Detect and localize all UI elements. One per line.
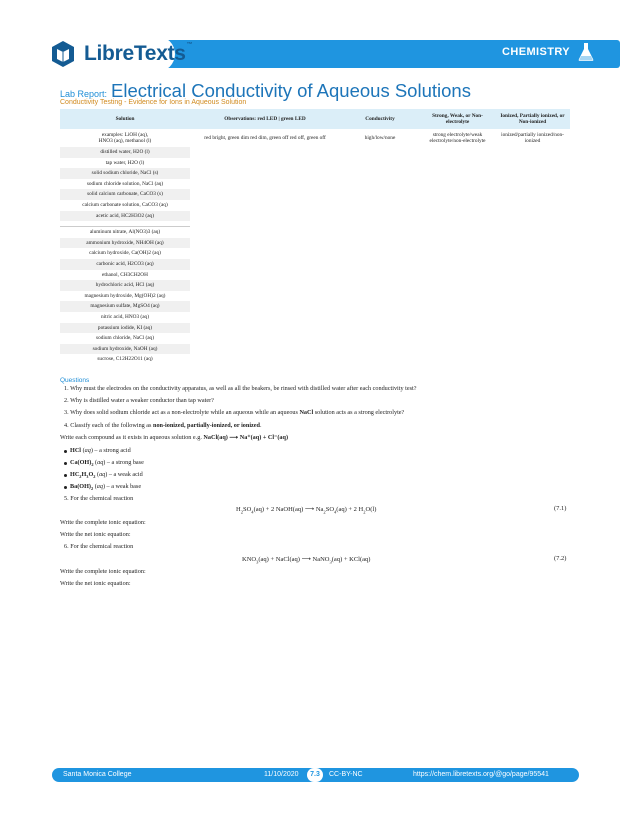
- flask-icon: [578, 42, 594, 62]
- table-row: [60, 301, 570, 312]
- solution-cell: magnesium sulfate, MgSO4 (aq): [60, 301, 190, 312]
- conductivity-cell[interactable]: [340, 280, 420, 291]
- ionized-cell[interactable]: [495, 211, 570, 222]
- col-conductivity: Conductivity: [340, 109, 420, 129]
- electrolyte-cell[interactable]: [420, 354, 495, 365]
- table-row: [60, 200, 570, 211]
- bullet-icon: [64, 450, 67, 453]
- electrolyte-cell[interactable]: [420, 189, 495, 200]
- conductivity-cell[interactable]: [340, 259, 420, 270]
- ionized-cell[interactable]: [495, 200, 570, 211]
- ionized-cell[interactable]: [495, 344, 570, 355]
- electrolyte-cell[interactable]: [420, 270, 495, 281]
- col-solution: Solution: [60, 109, 190, 129]
- equation-number: (7.2): [554, 555, 567, 562]
- solution-cell: hydrochloric acid, HCl (aq): [60, 280, 190, 291]
- observations-cell[interactable]: [190, 301, 340, 312]
- electrolyte-cell[interactable]: [420, 280, 495, 291]
- page-subtitle: Conductivity Testing - Evidence for Ions in Aqueous Solution: [60, 99, 247, 106]
- question-5: 5. For the chemical reaction: [64, 495, 134, 502]
- complete-ionic-prompt: Write the complete ionic equation:: [60, 568, 146, 575]
- observations-cell[interactable]: [190, 248, 340, 259]
- observations-cell[interactable]: [190, 227, 340, 238]
- ionized-cell[interactable]: [495, 280, 570, 291]
- observations-cell[interactable]: [190, 189, 340, 200]
- conductivity-table: [60, 109, 570, 365]
- question-4: 4. Classify each of the following as non-ionized, partially-ionized, or ionized.: [64, 422, 262, 429]
- bullet-icon: [64, 462, 67, 465]
- example-observations: red bright, green dim red dim, green off red off, green off: [204, 134, 326, 141]
- table-row: [60, 179, 570, 190]
- ionized-cell[interactable]: [495, 323, 570, 334]
- page-footer: [52, 768, 579, 782]
- conductivity-cell[interactable]: [340, 248, 420, 259]
- table-row: [60, 270, 570, 281]
- electrolyte-cell[interactable]: [420, 323, 495, 334]
- electrolyte-cell[interactable]: [420, 344, 495, 355]
- electrolyte-cell[interactable]: [420, 259, 495, 270]
- table-row: [60, 259, 570, 270]
- electrolyte-cell[interactable]: [420, 227, 495, 238]
- table-row: [60, 147, 570, 158]
- solution-cell: tap water, H2O (l): [105, 159, 145, 166]
- conductivity-cell[interactable]: [340, 158, 420, 169]
- observations-cell[interactable]: [190, 168, 340, 179]
- footer-college: Santa Monica College: [63, 771, 132, 778]
- col-ionized: Ionized, Partially ionized, or Non-ionized: [495, 109, 570, 129]
- question-1: 1. Why must the electrodes on the conductivity apparatus, as well as all the beakers, be rinsed with distilled water after each conductivity test?: [64, 385, 417, 392]
- conductivity-cell[interactable]: [340, 323, 420, 334]
- solution-cell: ammonium hydroxide, NH4OH (aq): [60, 238, 190, 249]
- equation-7-2: $KNO_3(aq)$ + NaCl(aq) ⟶ NaNO$_3$(aq) + KCl(aq): [242, 556, 371, 565]
- bullet-icon: [64, 474, 67, 477]
- table-row: [60, 158, 570, 169]
- ionized-cell[interactable]: [495, 312, 570, 323]
- conductivity-cell[interactable]: [340, 270, 420, 281]
- conductivity-cell[interactable]: [340, 333, 420, 344]
- table-row: [60, 312, 570, 323]
- footer-license[interactable]: CC-BY-NC: [329, 771, 363, 778]
- observations-cell[interactable]: [190, 354, 340, 365]
- solution-cell: solid sodium chloride, NaCl (s): [60, 168, 190, 179]
- libretexts-logo[interactable]: [48, 38, 248, 70]
- net-ionic-prompt: Write the net ionic equation:: [60, 531, 131, 538]
- table-row: [60, 211, 570, 222]
- electrolyte-cell[interactable]: [420, 301, 495, 312]
- ionized-cell[interactable]: [495, 259, 570, 270]
- table-row: [60, 189, 570, 200]
- conductivity-cell[interactable]: [340, 179, 420, 190]
- solution-cell: sodium chloride, NaCl (aq): [96, 335, 154, 342]
- conductivity-cell[interactable]: [340, 147, 420, 158]
- col-electrolyte: Strong, Weak, or Non-electrolyte: [420, 109, 495, 129]
- observations-cell[interactable]: [190, 312, 340, 323]
- ionized-cell[interactable]: [495, 238, 570, 249]
- electrolyte-cell[interactable]: [420, 200, 495, 211]
- electrolyte-cell[interactable]: [420, 291, 495, 302]
- ionized-cell[interactable]: [495, 179, 570, 190]
- solution-cell: ethanol, CH3CH2OH: [102, 271, 148, 278]
- col-observations: Observations: red LED | green LED: [190, 109, 340, 129]
- conductivity-cell[interactable]: [340, 189, 420, 200]
- bullet-icon: [64, 486, 67, 489]
- electrolyte-cell[interactable]: [420, 147, 495, 158]
- example-conductivity: high/low/none: [364, 134, 396, 141]
- conductivity-cell[interactable]: [340, 211, 420, 222]
- ionized-cell[interactable]: [495, 333, 570, 344]
- solution-cell: sucrose, C12H22O11 (aq): [97, 356, 153, 363]
- ionized-cell[interactable]: [495, 227, 570, 238]
- bullet-hcl: HCl (aq) – a strong acid: [70, 447, 131, 454]
- electrolyte-cell[interactable]: [420, 238, 495, 249]
- observations-cell[interactable]: [190, 291, 340, 302]
- ionized-cell[interactable]: [495, 354, 570, 365]
- observations-cell[interactable]: [190, 200, 340, 211]
- table-row: [60, 168, 570, 179]
- observations-cell[interactable]: [190, 344, 340, 355]
- table-row: [60, 280, 570, 291]
- ionized-cell[interactable]: [495, 158, 570, 169]
- solution-cell: sodium chloride solution, NaCl (aq): [86, 180, 164, 187]
- equation-7-1: $H_2SO_4(aq) + 2$ NaOH(aq) ⟶ $Na_2SO_4(aq) + 2$ $H_2O(l)$: [236, 506, 377, 515]
- table-row-example: [60, 129, 570, 147]
- title-text: Electrical Conductivity of Aqueous Solutions: [111, 80, 471, 101]
- observations-cell[interactable]: [190, 333, 340, 344]
- question-2: 2. Why is distilled water a weaker conductor than tap water?: [64, 397, 214, 404]
- lab-report-label: Lab Report:: [60, 89, 108, 99]
- electrolyte-cell[interactable]: [420, 211, 495, 222]
- observations-cell[interactable]: [190, 147, 340, 158]
- electrolyte-cell[interactable]: [420, 312, 495, 323]
- electrolyte-cell[interactable]: [420, 179, 495, 190]
- solution-cell: carbonic acid, H2CO3 (aq): [60, 259, 190, 270]
- solution-cell: sodium hydroxide, NaOH (aq): [60, 344, 190, 355]
- observations-cell[interactable]: [190, 280, 340, 291]
- solution-cell: calcium carbonate solution, CaCO3 (aq): [82, 202, 168, 209]
- logo-text: LibreTexts™: [84, 42, 193, 65]
- footer-url-link[interactable]: https://chem.libretexts.org/@go/page/95541: [413, 771, 549, 778]
- conductivity-cell[interactable]: [340, 291, 420, 302]
- example-ionized: ionized/partially ionized/non-ionized: [501, 131, 564, 144]
- bullet-hc2h3o2: $HC_2H_3O_2$ (aq) – a weak acid: [70, 471, 143, 480]
- solution-cell: aluminum nitrate, Al(NO3)3 (aq): [89, 229, 161, 236]
- table-row: [60, 323, 570, 334]
- table-row: [60, 227, 570, 238]
- conductivity-cell[interactable]: [340, 301, 420, 312]
- observations-cell[interactable]: [190, 323, 340, 334]
- observations-cell[interactable]: [190, 179, 340, 190]
- question-3: 3. Why does solid sodium chloride act as a non-electrolyte while an aqueous while an aqueous NaCl solution acts as a strong electrolyte?: [64, 409, 405, 416]
- question-6: 6. For the chemical reaction: [64, 543, 134, 550]
- example-solution: examples: LiOH (aq), HNO3 (aq), methanol (l): [98, 131, 152, 144]
- table-row: [60, 238, 570, 249]
- libretexts-logo-icon: [48, 39, 78, 69]
- table-row: [60, 344, 570, 355]
- ionized-cell[interactable]: [495, 189, 570, 200]
- ionized-cell[interactable]: [495, 291, 570, 302]
- observations-cell[interactable]: [190, 158, 340, 169]
- subject-label[interactable]: CHEMISTRY: [502, 46, 570, 58]
- ionized-cell[interactable]: [495, 147, 570, 158]
- observations-cell[interactable]: [190, 259, 340, 270]
- questions-heading: Questions: [60, 377, 90, 384]
- solution-cell: solid calcium carbonate, CaCO3 (s): [60, 189, 190, 200]
- observations-cell[interactable]: [190, 211, 340, 222]
- complete-ionic-prompt: Write the complete ionic equation:: [60, 519, 146, 526]
- table-header-row: [60, 109, 570, 129]
- table-row: [60, 291, 570, 302]
- solution-cell: distilled water, H2O (l): [60, 147, 190, 158]
- ionized-cell[interactable]: [495, 270, 570, 281]
- conductivity-cell[interactable]: [340, 354, 420, 365]
- conductivity-cell[interactable]: [340, 344, 420, 355]
- bullet-baoh2: $Ba(OH)_2$ (aq) – a weak base: [70, 483, 142, 492]
- footer-page-number: 7.3: [307, 768, 323, 782]
- ionized-cell[interactable]: [495, 301, 570, 312]
- conductivity-cell[interactable]: [340, 238, 420, 249]
- electrolyte-cell[interactable]: [420, 168, 495, 179]
- conductivity-cell[interactable]: [340, 168, 420, 179]
- footer-date: 11/10/2020: [264, 771, 299, 778]
- solution-cell: acetic acid, HC2H3O2 (aq): [60, 211, 190, 222]
- equation-number: (7.1): [554, 505, 567, 512]
- page-header: [0, 0, 630, 80]
- conductivity-cell[interactable]: [340, 227, 420, 238]
- electrolyte-cell[interactable]: [420, 158, 495, 169]
- solution-cell: nitric acid, HNO3 (aq): [101, 313, 149, 320]
- observations-cell[interactable]: [190, 270, 340, 281]
- bullet-caoh2: $Ca(OH)_2$ (aq) – a strong base: [70, 459, 144, 468]
- write-instruction: Write each compound as it exists in aqueous solution e.g. NaCl(aq) ⟶ Na⁺(aq) + Cl⁻(aq): [60, 434, 289, 441]
- table-row: [60, 248, 570, 259]
- electrolyte-cell[interactable]: [420, 248, 495, 259]
- electrolyte-cell[interactable]: [420, 333, 495, 344]
- conductivity-cell[interactable]: [340, 200, 420, 211]
- example-electrolyte: strong electrolyte/weak electrolyte/non-electrolyte: [429, 131, 486, 144]
- solution-cell: calcium hydroxide, Ca(OH)2 (aq): [89, 250, 161, 257]
- table-row: [60, 333, 570, 344]
- solution-cell: potassium iodide, KI (aq): [60, 323, 190, 334]
- net-ionic-prompt: Write the net ionic equation:: [60, 580, 131, 587]
- observations-cell[interactable]: [190, 238, 340, 249]
- ionized-cell[interactable]: [495, 248, 570, 259]
- solution-cell: magnesium hydroxide, Mg(OH)2 (aq): [84, 292, 166, 299]
- table-row: [60, 354, 570, 365]
- conductivity-cell[interactable]: [340, 312, 420, 323]
- ionized-cell[interactable]: [495, 168, 570, 179]
